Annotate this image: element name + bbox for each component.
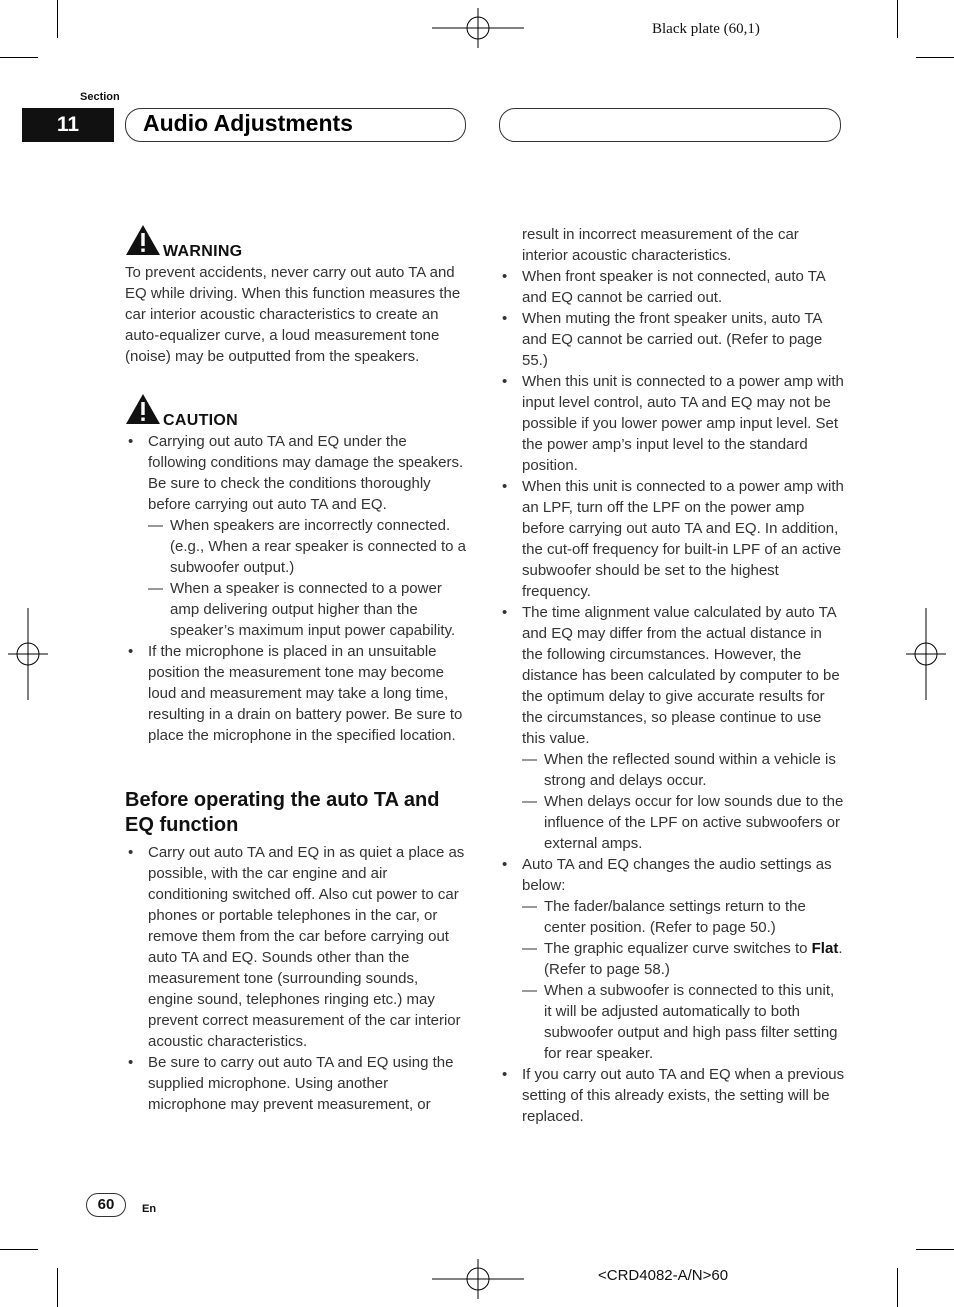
flat-setting: Flat	[811, 940, 839, 957]
caution-icon	[125, 393, 161, 425]
list-item	[499, 602, 845, 854]
crop-mark	[0, 1249, 38, 1250]
list-item	[522, 938, 845, 980]
section-subheading: Before operating the auto TA and EQ function	[125, 789, 440, 836]
section-label: Section	[80, 91, 120, 103]
crop-mark	[897, 1268, 898, 1307]
registration-mark	[8, 608, 48, 700]
registration-mark	[432, 1259, 524, 1299]
list-item-text: The graphic equalizer curve switches to	[544, 940, 808, 957]
language-label: En	[142, 1203, 157, 1215]
document-code: <CRD4082-A/N>60	[598, 1267, 729, 1284]
continued-text: result in incorrect measurement of the car interior acoustic characteristics.	[522, 226, 799, 264]
section-number: 11	[22, 108, 114, 142]
warning-heading	[125, 224, 467, 262]
caution-heading	[125, 393, 467, 431]
before-operating-list	[125, 842, 467, 1115]
caution-item-text: Carrying out auto TA and EQ under the following conditions may damage the speakers. Be sure to check the conditions thoroughly before carrying out auto TA and EQ.	[148, 433, 464, 513]
warning-text: To prevent accidents, never carry out auto TA and EQ while driving. When this function measures the car interior acoustic characteristics to create an auto-equalizer curve, a loud measurement tone (noise) may be outputted from the speakers.	[125, 264, 461, 365]
list-item: — When speakers are incorrectly connected. (e.g., When a rear speaker is connected to a subwoofer output.)	[148, 515, 467, 578]
notes-list	[499, 266, 845, 1127]
list-item	[499, 854, 845, 1064]
sublist	[522, 896, 845, 1064]
caution-label: CAUTION	[163, 412, 238, 429]
list-item: • If you carry out auto TA and EQ when a previous setting of this already exists, the setting will be replaced.	[499, 1064, 845, 1127]
page-number: 60	[86, 1193, 126, 1217]
warning-icon	[125, 224, 161, 256]
page-title: Audio Adjustments	[143, 110, 353, 136]
right-column	[499, 224, 845, 1127]
plate-label: Black plate (60,1)	[652, 21, 760, 37]
crop-mark	[57, 1268, 58, 1307]
crop-mark	[0, 57, 38, 58]
list-item: — The fader/balance settings return to the center position. (Refer to page 50.)	[522, 896, 845, 938]
list-item: • Carry out auto TA and EQ in as quiet a place as possible, with the car engine and air conditioning switched off. Also cut power to car phones or portable telephones in the car, or remove them from the car before carrying out auto TA and EQ. Sounds other than the measurement tone (surrounding sounds, engine sound, telephones ringing etc.) may prevent correct measurement of the car interior acoustic characteristics.	[125, 842, 467, 1052]
crop-mark	[916, 57, 954, 58]
list-item-text: . (Refer to page 58.)	[544, 940, 843, 978]
registration-mark	[432, 8, 524, 48]
list-item: • When front speaker is not connected, auto TA and EQ cannot be carried out.	[499, 266, 845, 308]
crop-mark	[57, 0, 58, 38]
list-item-text: Auto TA and EQ changes the audio settings as below:	[522, 856, 832, 894]
list-item: • Be sure to carry out auto TA and EQ using the supplied microphone. Using another microphone may prevent measurement, or	[125, 1052, 467, 1115]
warning-label: WARNING	[163, 243, 243, 260]
caution-sublist	[148, 515, 467, 641]
list-item: — When delays occur for low sounds due to the influence of the LPF on active subwoofers or external amps.	[522, 791, 845, 854]
list-item: • When this unit is connected to a power amp with an LPF, turn off the LPF on the power amp before carrying out auto TA and EQ. In addition, the cut-off frequency for built-in LPF of an active subwoofer should be set to the highest frequency.	[499, 476, 845, 602]
list-item: • If the microphone is placed in an unsuitable position the measurement tone may become loud and measurement may take a long time, resulting in a drain on battery power. Be sure to place the microphone in the specified location.	[125, 641, 467, 746]
crop-mark	[897, 0, 898, 38]
sublist	[522, 749, 845, 854]
empty-title-pill	[499, 108, 841, 142]
list-item: • When this unit is connected to a power amp with input level control, auto TA and EQ may not be possible if you lower power amp input level. Set the power amp’s input level to the standard position.	[499, 371, 845, 476]
registration-mark	[906, 608, 946, 700]
list-item	[125, 431, 467, 641]
list-item: — When a subwoofer is connected to this unit, it will be adjusted automatically to both subwoofer output and high pass filter setting for rear speaker.	[522, 980, 845, 1064]
list-item: • When muting the front speaker units, auto TA and EQ cannot be carried out. (Refer to page 55.)	[499, 308, 845, 371]
left-column	[125, 224, 467, 1115]
crop-mark	[916, 1249, 954, 1250]
list-item: — When the reflected sound within a vehicle is strong and delays occur.	[522, 749, 845, 791]
list-item-text: The time alignment value calculated by auto TA and EQ may differ from the actual distance in the following circumstances. However, the distance has been calculated by computer to be the optimum delay to give accurate results for the circumstances, so please continue to use this value.	[522, 604, 840, 747]
list-item: — When a speaker is connected to a power amp delivering output higher than the speaker’s maximum input power capability.	[148, 578, 467, 641]
caution-list	[125, 431, 467, 746]
